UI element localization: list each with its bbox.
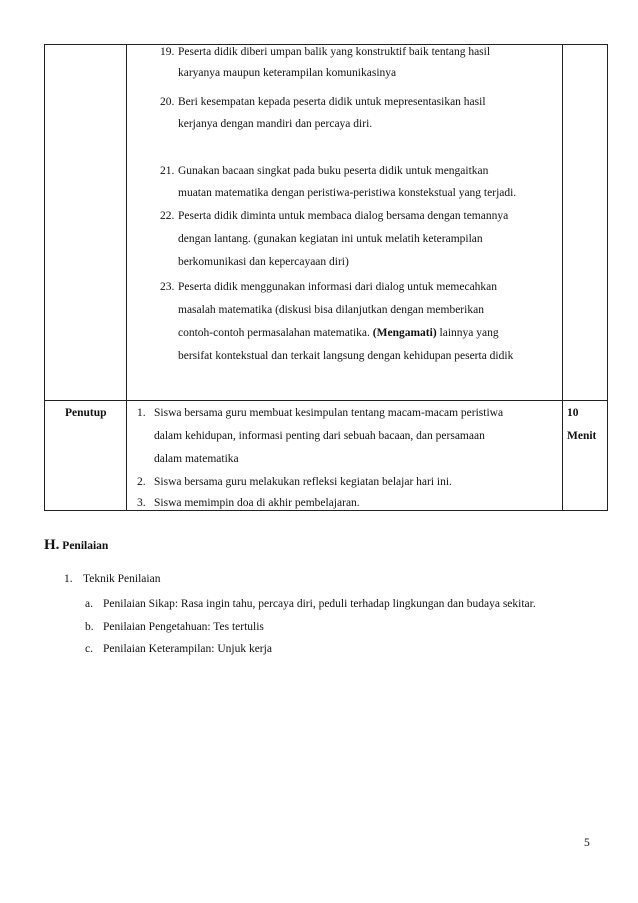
subsection-number: 1.: [64, 573, 73, 585]
section-heading-penilaian: [44, 537, 108, 554]
item-number: 19.: [160, 46, 175, 58]
item-number: 2.: [137, 476, 146, 488]
item-text: dengan lantang. (gunakan kegiatan ini untuk melatih keterampilan: [178, 233, 483, 245]
page-number: 5: [584, 837, 590, 849]
item-text-segment: contoh-contoh permasalahan matematika.: [178, 327, 373, 339]
lesson-activity-table: [44, 44, 608, 511]
item-number: 23.: [160, 281, 175, 293]
time-value: 10: [567, 407, 579, 419]
item-text: masalah matematika (diskusi bisa dilanjutkan dengan memberikan: [178, 304, 484, 316]
section-title: Penilaian: [62, 540, 109, 552]
item-number: 3.: [137, 497, 146, 509]
item-number: 21.: [160, 165, 175, 177]
item-text: Penilaian Sikap: Rasa ingin tahu, percaya diri, peduli terhadap lingkungan dan budaya sekitar.: [103, 598, 536, 610]
item-text-mixed: [178, 327, 499, 339]
item-text: muatan matematika dengan peristiwa-peristiwa konstekstual yang terjadi.: [178, 187, 517, 199]
item-text: Peserta didik diminta untuk membaca dialog bersama dengan temannya: [178, 210, 509, 222]
item-text: Peserta didik diberi umpan balik yang konstruktif baik tentang hasil: [178, 46, 491, 58]
item-number: 1.: [137, 407, 146, 419]
section-letter: H.: [44, 537, 60, 553]
item-number: 20.: [160, 96, 175, 108]
item-text: Siswa bersama guru membuat kesimpulan tentang macam-macam peristiwa: [154, 407, 504, 419]
item-letter: c.: [85, 643, 93, 655]
item-text: karyanya maupun keterampilan komunikasinya: [178, 67, 397, 79]
item-text: Penilaian Pengetahuan: Tes tertulis: [103, 621, 264, 633]
item-text: Peserta didik menggunakan informasi dari dialog untuk memecahkan: [178, 281, 498, 293]
item-text: Beri kesempatan kepada peserta didik untuk mepresentasikan hasil: [178, 96, 486, 108]
time-unit: Menit: [567, 430, 597, 442]
item-letter: b.: [85, 621, 94, 633]
item-number: 22.: [160, 210, 175, 222]
item-letter: a.: [85, 598, 93, 610]
penutup-label: Penutup: [65, 407, 107, 419]
item-text: berkomunikasi dan kepercayaan diri): [178, 256, 349, 268]
item-text-segment: lainnya yang: [436, 327, 499, 339]
item-text: Siswa bersama guru melakukan refleksi kegiatan belajar hari ini.: [154, 476, 452, 488]
mengamati-emphasis: (Mengamati): [372, 327, 437, 339]
item-text: dalam matematika: [154, 453, 239, 465]
item-text: Penilaian Keterampilan: Unjuk kerja: [103, 643, 272, 655]
item-text: Gunakan bacaan singkat pada buku peserta didik untuk mengaitkan: [178, 165, 489, 177]
subsection-title: Teknik Penilaian: [83, 573, 161, 585]
item-text: dalam kehidupan, informasi penting dari sebuah bacaan, dan persamaan: [154, 430, 485, 442]
item-text: kerjanya dengan mandiri dan percaya diri.: [178, 118, 373, 130]
item-text: Siswa memimpin doa di akhir pembelajaran.: [154, 497, 360, 509]
item-text: bersifat kontekstual dan terkait langsung dengan kehidupan peserta didik: [178, 350, 514, 362]
